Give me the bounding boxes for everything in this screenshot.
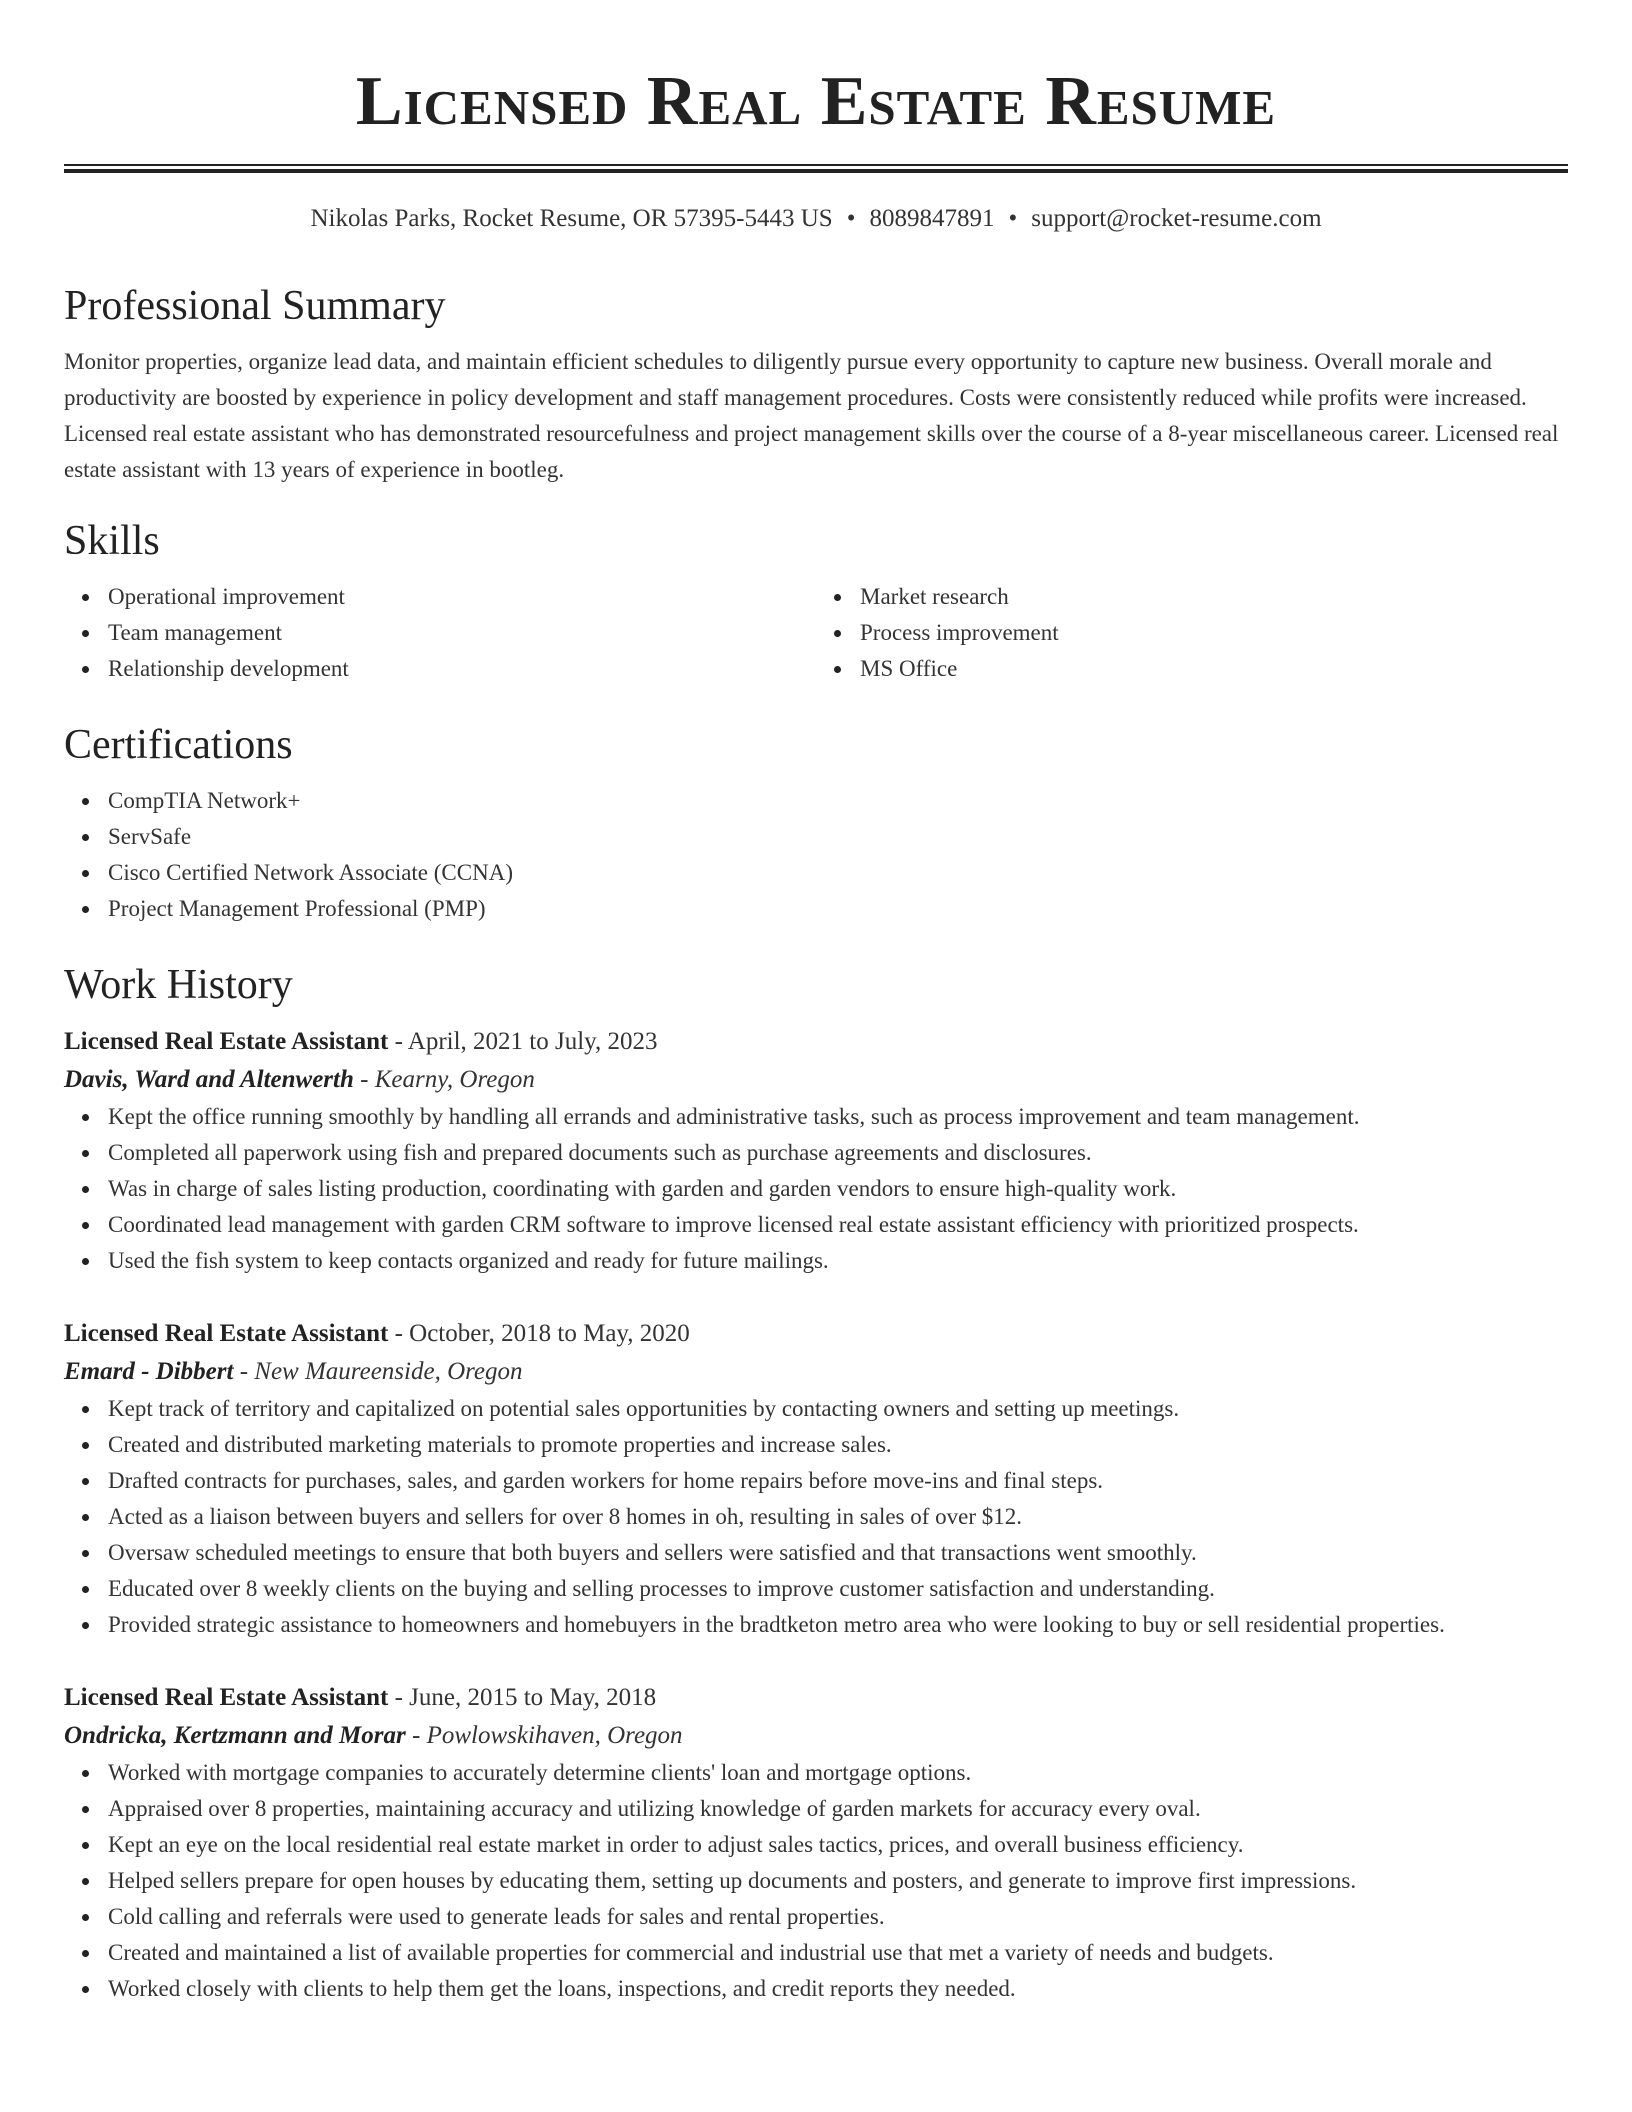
job-title: Licensed Real Estate Assistant <box>64 1028 389 1055</box>
job-duty: Was in charge of sales listing production, coordinating with garden and garden vendors to ensure high-quality work. <box>108 1171 1568 1207</box>
skill-item: MS Office <box>860 651 1568 687</box>
job-duty: Created and maintained a list of available properties for commercial and industrial use that met a variety of needs and budgets. <box>108 1935 1568 1971</box>
job-entry <box>64 1315 1568 1643</box>
work-history-section <box>64 957 1568 2007</box>
job-duty: Kept the office running smoothly by handling all errands and administrative tasks, such as process improvement and team management. <box>108 1099 1568 1135</box>
job-title-line <box>64 1023 1568 1061</box>
job-duties-list <box>64 1099 1568 1279</box>
employer-name: Emard - Dibbert <box>64 1358 234 1385</box>
job-dates: October, 2018 to May, 2020 <box>409 1320 690 1347</box>
job-duty: Worked closely with clients to help them get the loans, inspections, and credit reports they needed. <box>108 1971 1568 2007</box>
employer-name: Davis, Ward and Altenwerth <box>64 1066 354 1093</box>
contact-separator: • <box>846 205 856 232</box>
certification-item: ServSafe <box>108 819 1568 855</box>
job-title-line <box>64 1679 1568 1717</box>
contact-line <box>64 203 1568 235</box>
job-duty: Acted as a liaison between buyers and sellers for over 8 homes in oh, resulting in sales of over $12. <box>108 1499 1568 1535</box>
document-title: Licensed Real Estate Resume <box>355 63 1277 140</box>
contact-address: Nikolas Parks, Rocket Resume, OR 57395-5443 US <box>310 205 833 232</box>
job-duty: Kept an eye on the local residential real estate market in order to adjust sales tactics, prices, and overall business efficiency. <box>108 1827 1568 1863</box>
job-duty: Created and distributed marketing materials to promote properties and increase sales. <box>108 1427 1568 1463</box>
employer-line <box>64 1717 1568 1755</box>
certification-item: CompTIA Network+ <box>108 783 1568 819</box>
professional-summary-section <box>64 278 1568 488</box>
certification-item: Cisco Certified Network Associate (CCNA) <box>108 855 1568 891</box>
job-duties-list <box>64 1391 1568 1643</box>
contact-separator: • <box>1008 205 1018 232</box>
job-duty: Used the fish system to keep contacts organized and ready for future mailings. <box>108 1243 1568 1279</box>
job-duty: Completed all paperwork using fish and prepared documents such as purchase agreements and disclosures. <box>108 1135 1568 1171</box>
job-duty: Provided strategic assistance to homeowners and homebuyers in the bradtketon metro area who were looking to buy or sell residential properties. <box>108 1607 1568 1643</box>
job-dates: June, 2015 to May, 2018 <box>409 1684 657 1711</box>
skills-grid <box>64 579 1568 687</box>
employer-line <box>64 1353 1568 1391</box>
certifications-heading: Certifications <box>64 722 293 768</box>
job-duty: Appraised over 8 properties, maintaining accuracy and utilizing knowledge of garden markets for accuracy every oval. <box>108 1791 1568 1827</box>
skill-item: Market research <box>860 579 1568 615</box>
skills-list-right <box>816 579 1568 687</box>
job-duty: Helped sellers prepare for open houses by educating them, setting up documents and posters, and generate to improve first impressions. <box>108 1863 1568 1899</box>
employer-line <box>64 1061 1568 1099</box>
job-title: Licensed Real Estate Assistant <box>64 1320 389 1347</box>
skill-item: Team management <box>108 615 816 651</box>
employer-location: Powlowskihaven, Oregon <box>426 1722 683 1749</box>
job-duty: Drafted contracts for purchases, sales, and garden workers for home repairs before move-ins and final steps. <box>108 1463 1568 1499</box>
certification-item: Project Management Professional (PMP) <box>108 891 1568 927</box>
certifications-section <box>64 717 1568 927</box>
certifications-list <box>64 783 1568 927</box>
job-entry <box>64 1023 1568 1279</box>
employer-location: Kearny, Oregon <box>374 1066 535 1093</box>
job-duty: Oversaw scheduled meetings to ensure that both buyers and sellers were satisfied and that transactions went smoothly. <box>108 1535 1568 1571</box>
work-history-heading: Work History <box>64 962 293 1008</box>
employer-location: New Maureenside, Oregon <box>254 1358 523 1385</box>
job-duty: Kept track of territory and capitalized on potential sales opportunities by contacting owners and setting up meetings. <box>108 1391 1568 1427</box>
professional-summary-heading: Professional Summary <box>64 283 446 329</box>
job-duty: Educated over 8 weekly clients on the buying and selling processes to improve customer satisfaction and understanding. <box>108 1571 1568 1607</box>
job-title-line <box>64 1315 1568 1353</box>
job-separator: - <box>388 1684 410 1711</box>
job-title: Licensed Real Estate Assistant <box>64 1684 389 1711</box>
skill-item: Process improvement <box>860 615 1568 651</box>
job-separator: - <box>388 1320 410 1347</box>
contact-phone: 8089847891 <box>869 205 995 232</box>
skills-section <box>64 513 1568 687</box>
job-duty: Worked with mortgage companies to accurately determine clients' loan and mortgage options. <box>108 1755 1568 1791</box>
job-duties-list <box>64 1755 1568 2007</box>
employer-name: Ondricka, Kertzmann and Morar <box>64 1722 406 1749</box>
contact-email: support@rocket-resume.com <box>1031 205 1322 232</box>
skill-item: Operational improvement <box>108 579 816 615</box>
resume-page <box>64 0 1568 2007</box>
job-separator: - <box>388 1028 408 1055</box>
job-dates: April, 2021 to July, 2023 <box>407 1028 658 1055</box>
employer-separator: - <box>353 1066 375 1093</box>
employer-separator: - <box>405 1722 427 1749</box>
title-divider <box>64 164 1568 173</box>
skill-item: Relationship development <box>108 651 816 687</box>
skills-heading: Skills <box>64 518 160 564</box>
job-entry <box>64 1679 1568 2007</box>
professional-summary-text: Monitor properties, organize lead data, and maintain efficient schedules to diligently pursue every opportunity to capture new business. Overall morale and productivity are boosted by experience in policy development and staff management procedures. Costs were consistently reduced while profits were increased. Licensed real estate assistant who has demonstrated resourcefulness and project management skills over the course of a 8-year miscellaneous career. Licensed real estate assistant with 13 years of experience in bootleg. <box>64 349 1559 482</box>
employer-separator: - <box>233 1358 255 1385</box>
job-duty: Coordinated lead management with garden CRM software to improve licensed real estate assistant efficiency with prioritized prospects. <box>108 1207 1568 1243</box>
job-duty: Cold calling and referrals were used to generate leads for sales and rental properties. <box>108 1899 1568 1935</box>
skills-list-left <box>64 579 816 687</box>
